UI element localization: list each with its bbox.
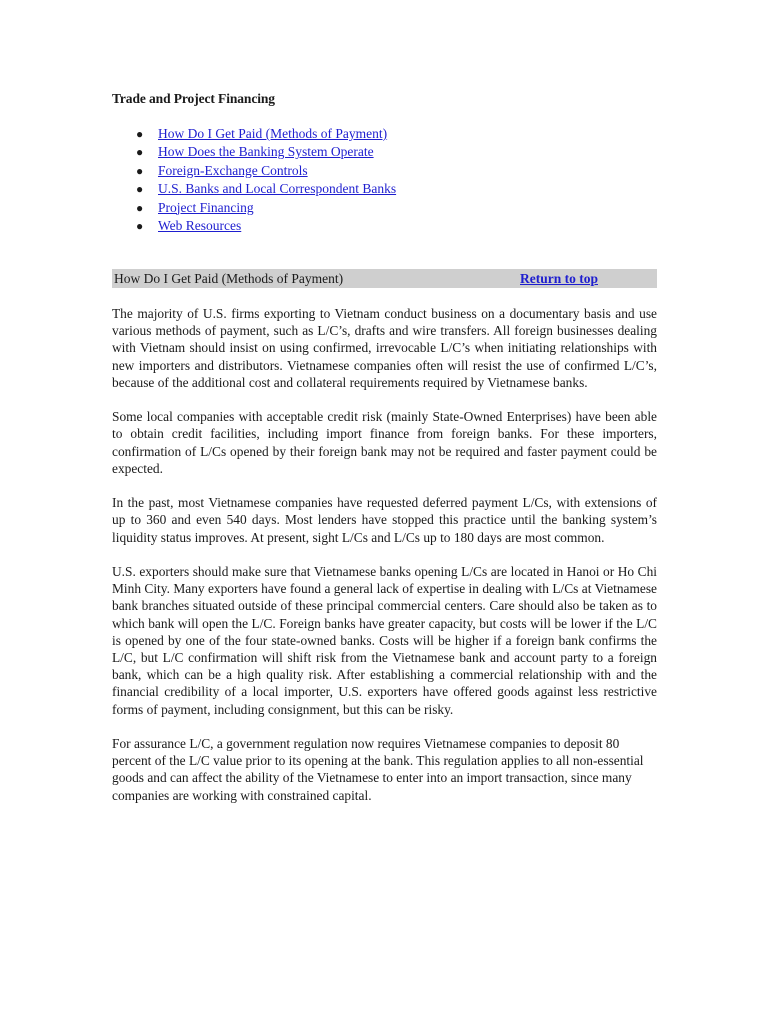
paragraph: In the past, most Vietnamese companies have requested deferred payment L/Cs, with extensions of up to 360 and even 540 days. Most lenders have stopped this practice until the banking system’s liquidity status improves. At present, sight L/Cs and L/Cs up to 180 days are most common. <box>112 495 657 545</box>
section-header-bar <box>112 269 657 288</box>
toc-item <box>136 143 396 161</box>
section-title: How Do I Get Paid (Methods of Payment) <box>114 271 344 286</box>
return-to-top-link[interactable]: Return to top <box>520 271 598 286</box>
document-title: Trade and Project Financing <box>112 91 275 106</box>
bullet-icon: ● <box>136 182 144 197</box>
paragraph: U.S. exporters should make sure that Vietnamese banks opening L/Cs are located in Hanoi or Ho Chi Minh City. Many exporters have found a general lack of expertise in dealing with L/Cs at Vietnamese bank branches situated outside of these principal commercial centers. Care should also be taken as to which bank will open the L/C. Foreign banks have greater capacity, but costs will be lower if the L/C is opened by one of the four state-owned banks. Costs will be higher if a foreign bank confirms the L/C, but L/C confirmation will shift risk from the Vietnamese bank and account party to a foreign bank, which can be a high quality risk. After establishing a commercial relationship with and the financial credibility of a local importer, U.S. exporters have offered goods against less restrictive forms of payment, including consignment, but this can be risky. <box>112 564 657 717</box>
paragraph: Some local companies with acceptable credit risk (mainly State-Owned Enterprises) have been able to obtain credit facilities, including import finance from foreign banks. For these importers, confirmation of L/Cs opened by their foreign bank may not be required and faster payment could be expected. <box>112 409 657 476</box>
toc-item <box>136 125 396 143</box>
bullet-icon: ● <box>136 145 144 160</box>
bullet-icon: ● <box>136 218 144 233</box>
section-body <box>112 305 657 821</box>
toc-link-banking-system[interactable]: How Does the Banking System Operate <box>158 144 374 160</box>
toc-item <box>136 162 396 180</box>
bullet-icon: ● <box>136 200 144 215</box>
bullet-icon: ● <box>136 163 144 178</box>
paragraph: For assurance L/C, a government regulation now requires Vietnamese companies to deposit 80 percent of the L/C value prior to its opening at the bank. This regulation applies to all non-essential goods and can affect the ability of the Vietnamese to enter into an import transaction, since many companies are working with constrained capital. <box>112 736 644 803</box>
toc-item <box>136 199 396 217</box>
toc-item <box>136 180 397 198</box>
toc-link-correspondent-banks[interactable]: U.S. Banks and Local Correspondent Banks <box>158 181 397 197</box>
bullet-icon: ● <box>136 127 144 141</box>
toc-link-web-resources[interactable]: Web Resources <box>158 217 242 233</box>
toc-link-methods-of-payment[interactable]: How Do I Get Paid (Methods of Payment) <box>158 126 388 141</box>
toc-link-project-financing[interactable]: Project Financing <box>158 199 254 215</box>
toc-link-foreign-exchange[interactable]: Foreign-Exchange Controls <box>158 162 308 178</box>
table-of-contents <box>112 125 396 235</box>
toc-item <box>136 217 396 235</box>
paragraph: The majority of U.S. firms exporting to Vietnam conduct business on a documentary basis and use various methods of payment, such as L/C’s, drafts and wire transfers. All foreign businesses dealing with Vietnam should insist on using confirmed, irrevocable L/C’s when initiating relationships with new importers and distributors. Vietnamese companies often will resist the use of confirmed L/C’s, because of the additional cost and collateral requirements required by Vietnamese banks. <box>112 306 657 390</box>
